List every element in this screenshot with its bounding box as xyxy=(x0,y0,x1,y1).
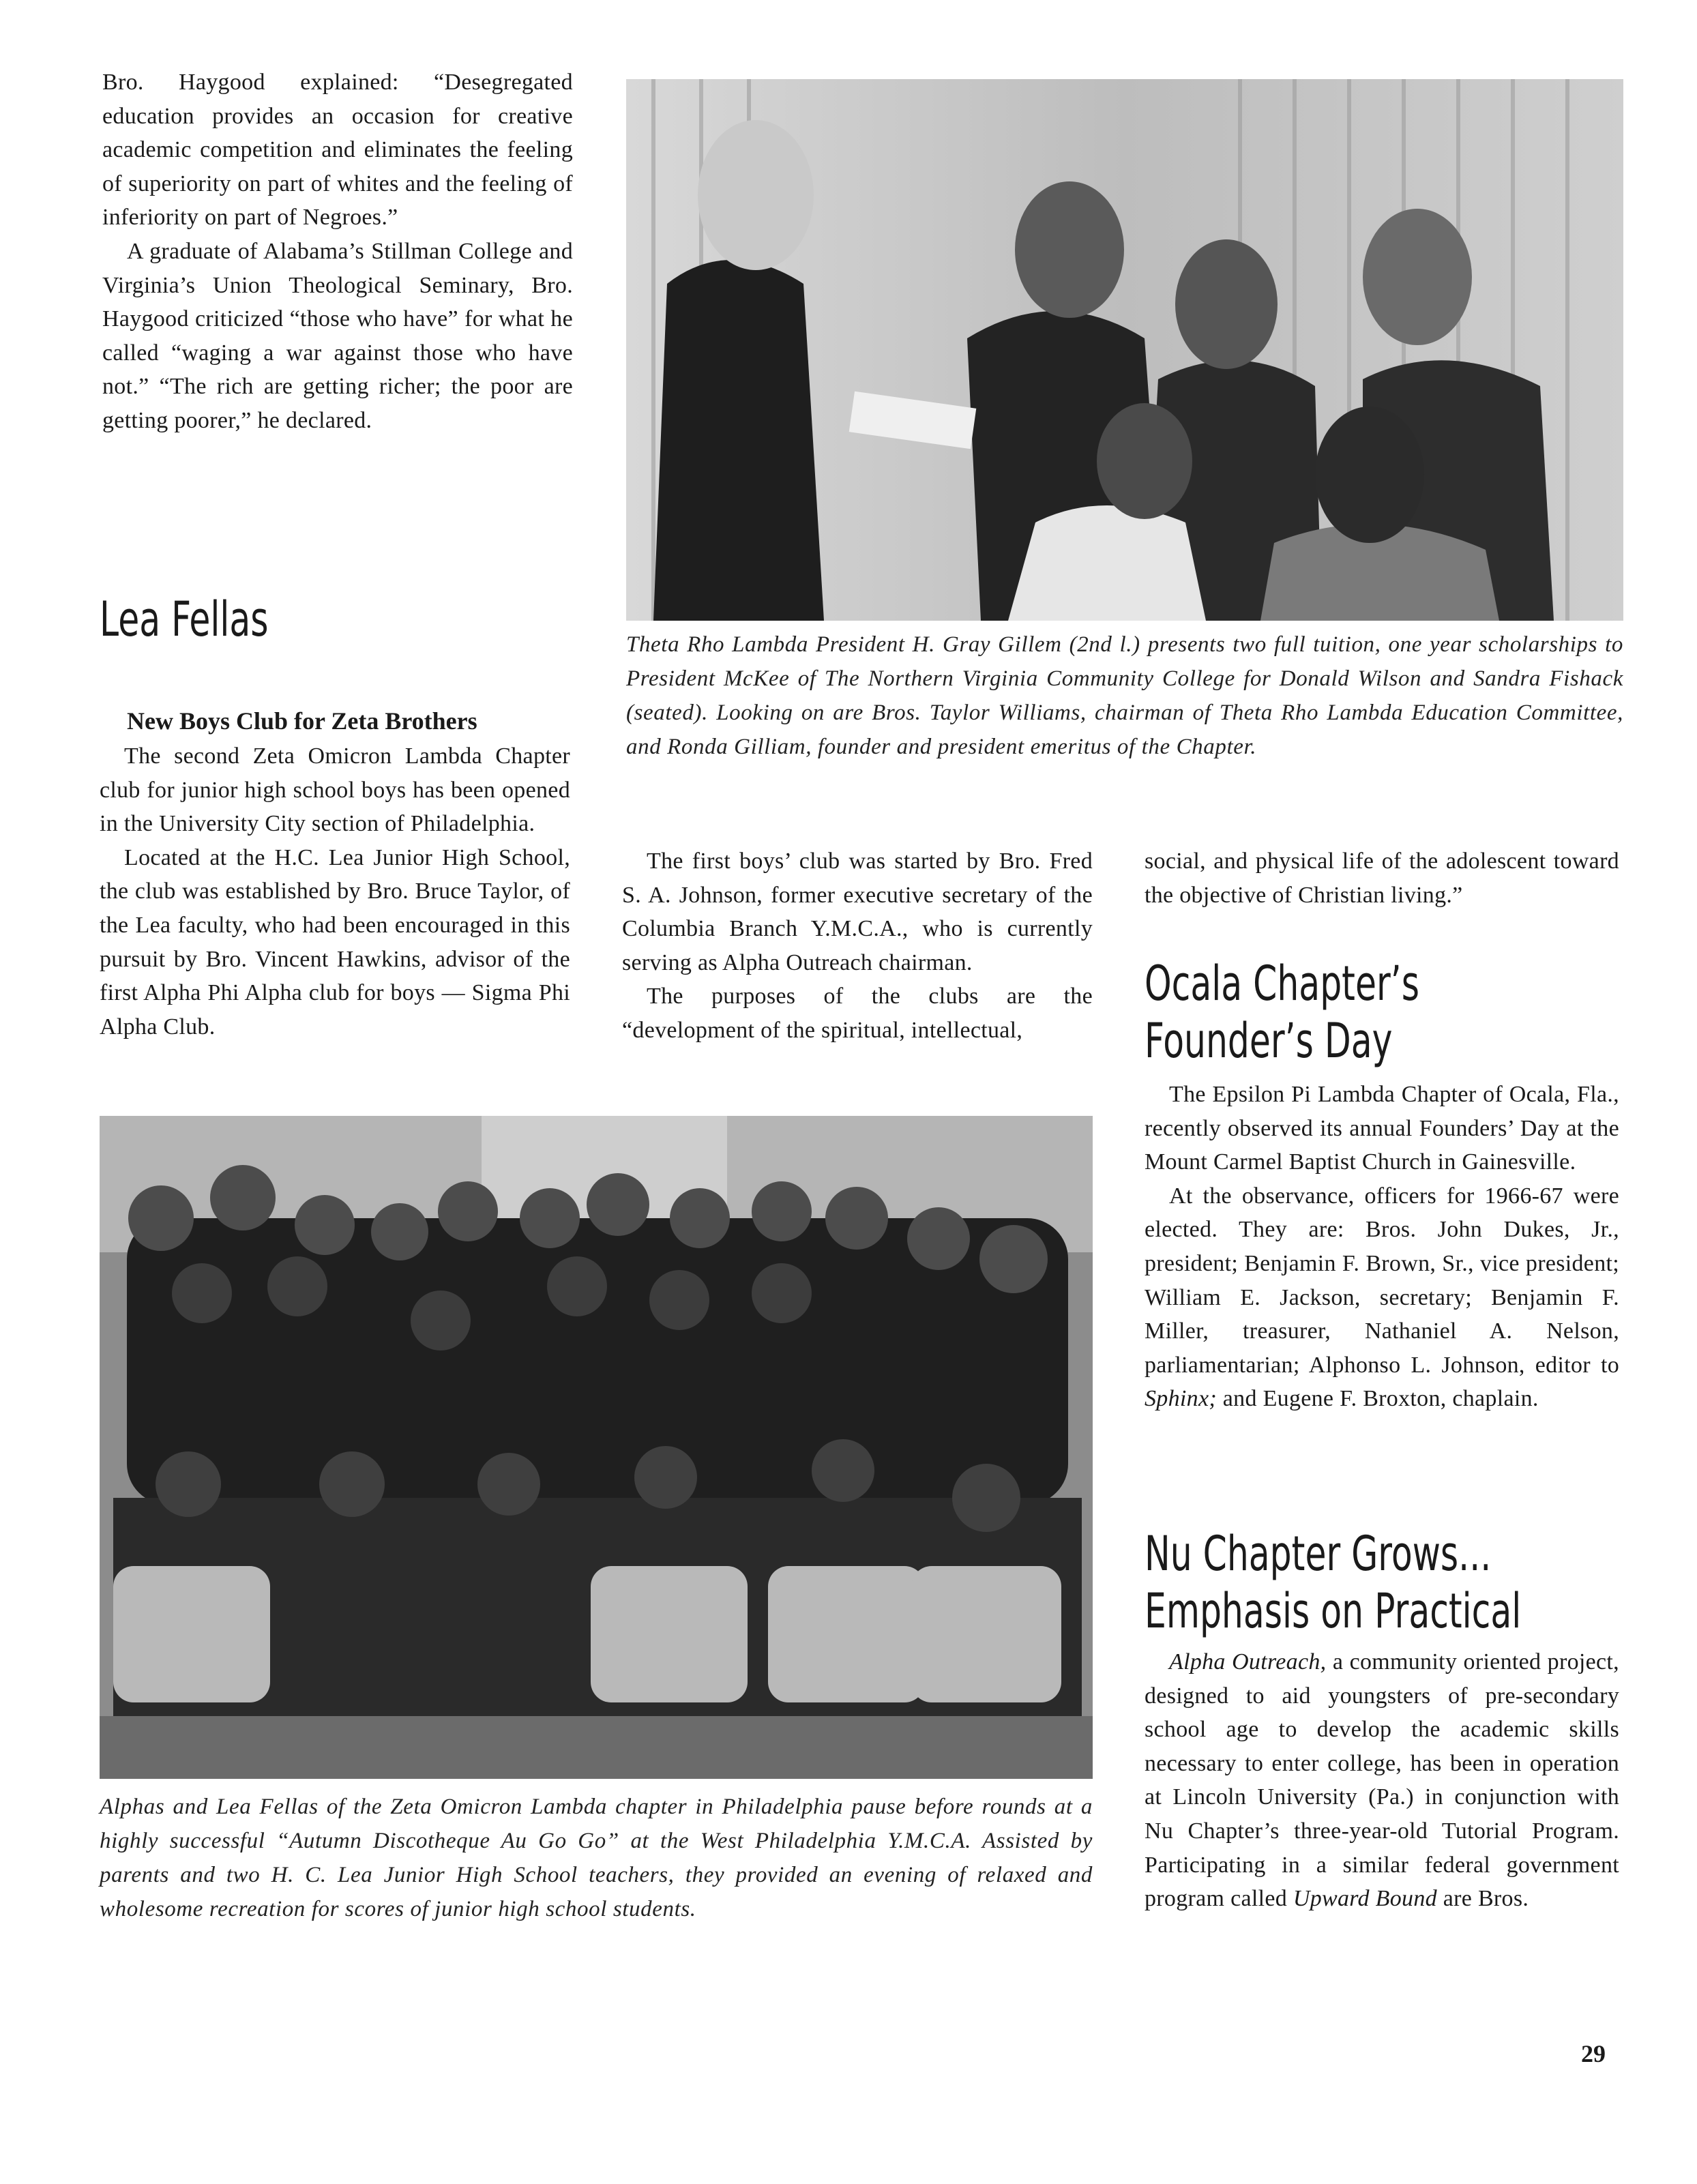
lea-fellas-subhead: New Boys Club for Zeta Brothers xyxy=(127,707,477,735)
group-photo-caption: Alphas and Lea Fellas of the Zeta Omicron Lambda chapter in Philadelphia pause before rounds at a highly successful “Autumn Discotheque Au Go Go” at the West Philadelphia Y.M.C.A. Assisted by parents and two H. C. Lea Junior High School teachers, they provided an evening of relaxed and wholesome recreation for scores of junior high school students. xyxy=(100,1795,1093,1921)
alpha-outreach-italic: Alpha Outreach, xyxy=(1169,1649,1327,1674)
lea-fellas-group-photo xyxy=(100,1116,1093,1779)
nu-body xyxy=(1145,1645,1619,1916)
lea-fellas-headline: Lea Fellas xyxy=(100,591,269,647)
ocala-body xyxy=(1145,1078,1619,1416)
lea-fellas-body xyxy=(100,739,570,1044)
scholarship-photo xyxy=(626,79,1623,621)
ocala-paragraph-2 xyxy=(1145,1179,1619,1416)
intro-column xyxy=(102,65,573,438)
ocala-p2-prefix: At the observance, officers for 1966-67 were elected. They are: Bros. John Dukes, Jr., president; Benjamin F. Brown, Sr., vice president; William E. Jackson, secretary; Benjamin F. Miller, treasurer, Nathaniel A. Nelson, parliamentarian; Alphonso L. Johnson, editor to xyxy=(1145,1183,1619,1378)
middle-paragraph-1: The first boys’ club was started by Bro. Fred S. A. Johnson, former executive secretary of the Columbia Branch Y.M.C.A., who is currently serving as Alpha Outreach chairman. xyxy=(622,848,1093,975)
upward-bound-italic: Upward Bound xyxy=(1293,1886,1437,1912)
page-number: 29 xyxy=(1581,2040,1606,2067)
nu-headline-line-1: Nu Chapter Grows... xyxy=(1145,1526,1492,1582)
middle-column xyxy=(622,844,1093,1048)
nu-p1-middle: a community oriented project, designed to aid youngsters of pre-secondary school age to develop the academic skills necessary to enter college, has been in operation at Lincoln University (Pa.) in conjunction with Nu Chapter’s three-year-old Tutorial Program. Participating in a similar federal government program called xyxy=(1145,1649,1619,1912)
intro-paragraph-1: Bro. Haygood explained: “Desegregated education provides an occasion for creative academic competition and eliminates the feeling of superiority on part of whites and the feeling of inferiority on part of Negroes.” xyxy=(102,70,573,231)
ocala-paragraph-1: The Epsilon Pi Lambda Chapter of Ocala, Fla., recently observed its annual Founders’ Day at the Mount Carmel Baptist Church in Gainesville. xyxy=(1145,1082,1619,1175)
lea-fellas-section xyxy=(100,591,570,1044)
ocala-section xyxy=(1145,955,1619,1416)
nu-chapter-section xyxy=(1145,1525,1619,1916)
lea-fellas-paragraph-2: Located at the H.C. Lea Junior High School, the club was established by Bro. Bruce Taylor, of the Lea faculty, who had been encouraged in this pursuit by Bro. Vincent Hawkins, advisor of the first Alpha Phi Alpha club for boys — Sigma Phi Alpha Club. xyxy=(100,844,570,1039)
ocala-headline-line-2: Founder’s Day xyxy=(1145,1013,1393,1069)
lea-fellas-paragraph-1: The second Zeta Omicron Lambda Chapter club for junior high school boys has been opened in the University City section of Philadelphia. xyxy=(100,743,570,837)
middle-paragraph-2: The purposes of the clubs are the “development of the spiritual, intellectual, xyxy=(622,984,1093,1043)
right-column-continuation xyxy=(1145,844,1619,912)
intro-paragraph-2: A graduate of Alabama’s Stillman College and Virginia’s Union Theological Seminary, Bro. Haygood criticized “those who have” for what he called “waging a war against those who have not.” “The rich are getting richer; the poor are getting poorer,” he declared. xyxy=(102,238,573,433)
sphinx-italic: Sphinx; xyxy=(1145,1386,1217,1412)
nu-headline-line-2: Emphasis on Practical xyxy=(1145,1583,1522,1639)
ocala-p2-suffix: and Eugene F. Broxton, chaplain. xyxy=(1222,1386,1539,1412)
nu-p1-end: are Bros. xyxy=(1443,1886,1529,1912)
nu-paragraph-1 xyxy=(1145,1645,1619,1916)
ocala-headline-line-1: Ocala Chapter’s xyxy=(1145,956,1419,1012)
continuation-paragraph: social, and physical life of the adolescent toward the objective of Christian living.” xyxy=(1145,848,1619,908)
scholarship-caption: Theta Rho Lambda President H. Gray Gillem (2nd l.) presents two full tuition, one year scholarships to President McKee of The Northern Virginia Community College for Donald Wilson and Sandra Fishack (seated). Looking on are Bros. Taylor Williams, chairman of Theta Rho Lambda Education Committee, and Ronda Gilliam, founder and president emeritus of the Chapter. xyxy=(626,632,1623,759)
